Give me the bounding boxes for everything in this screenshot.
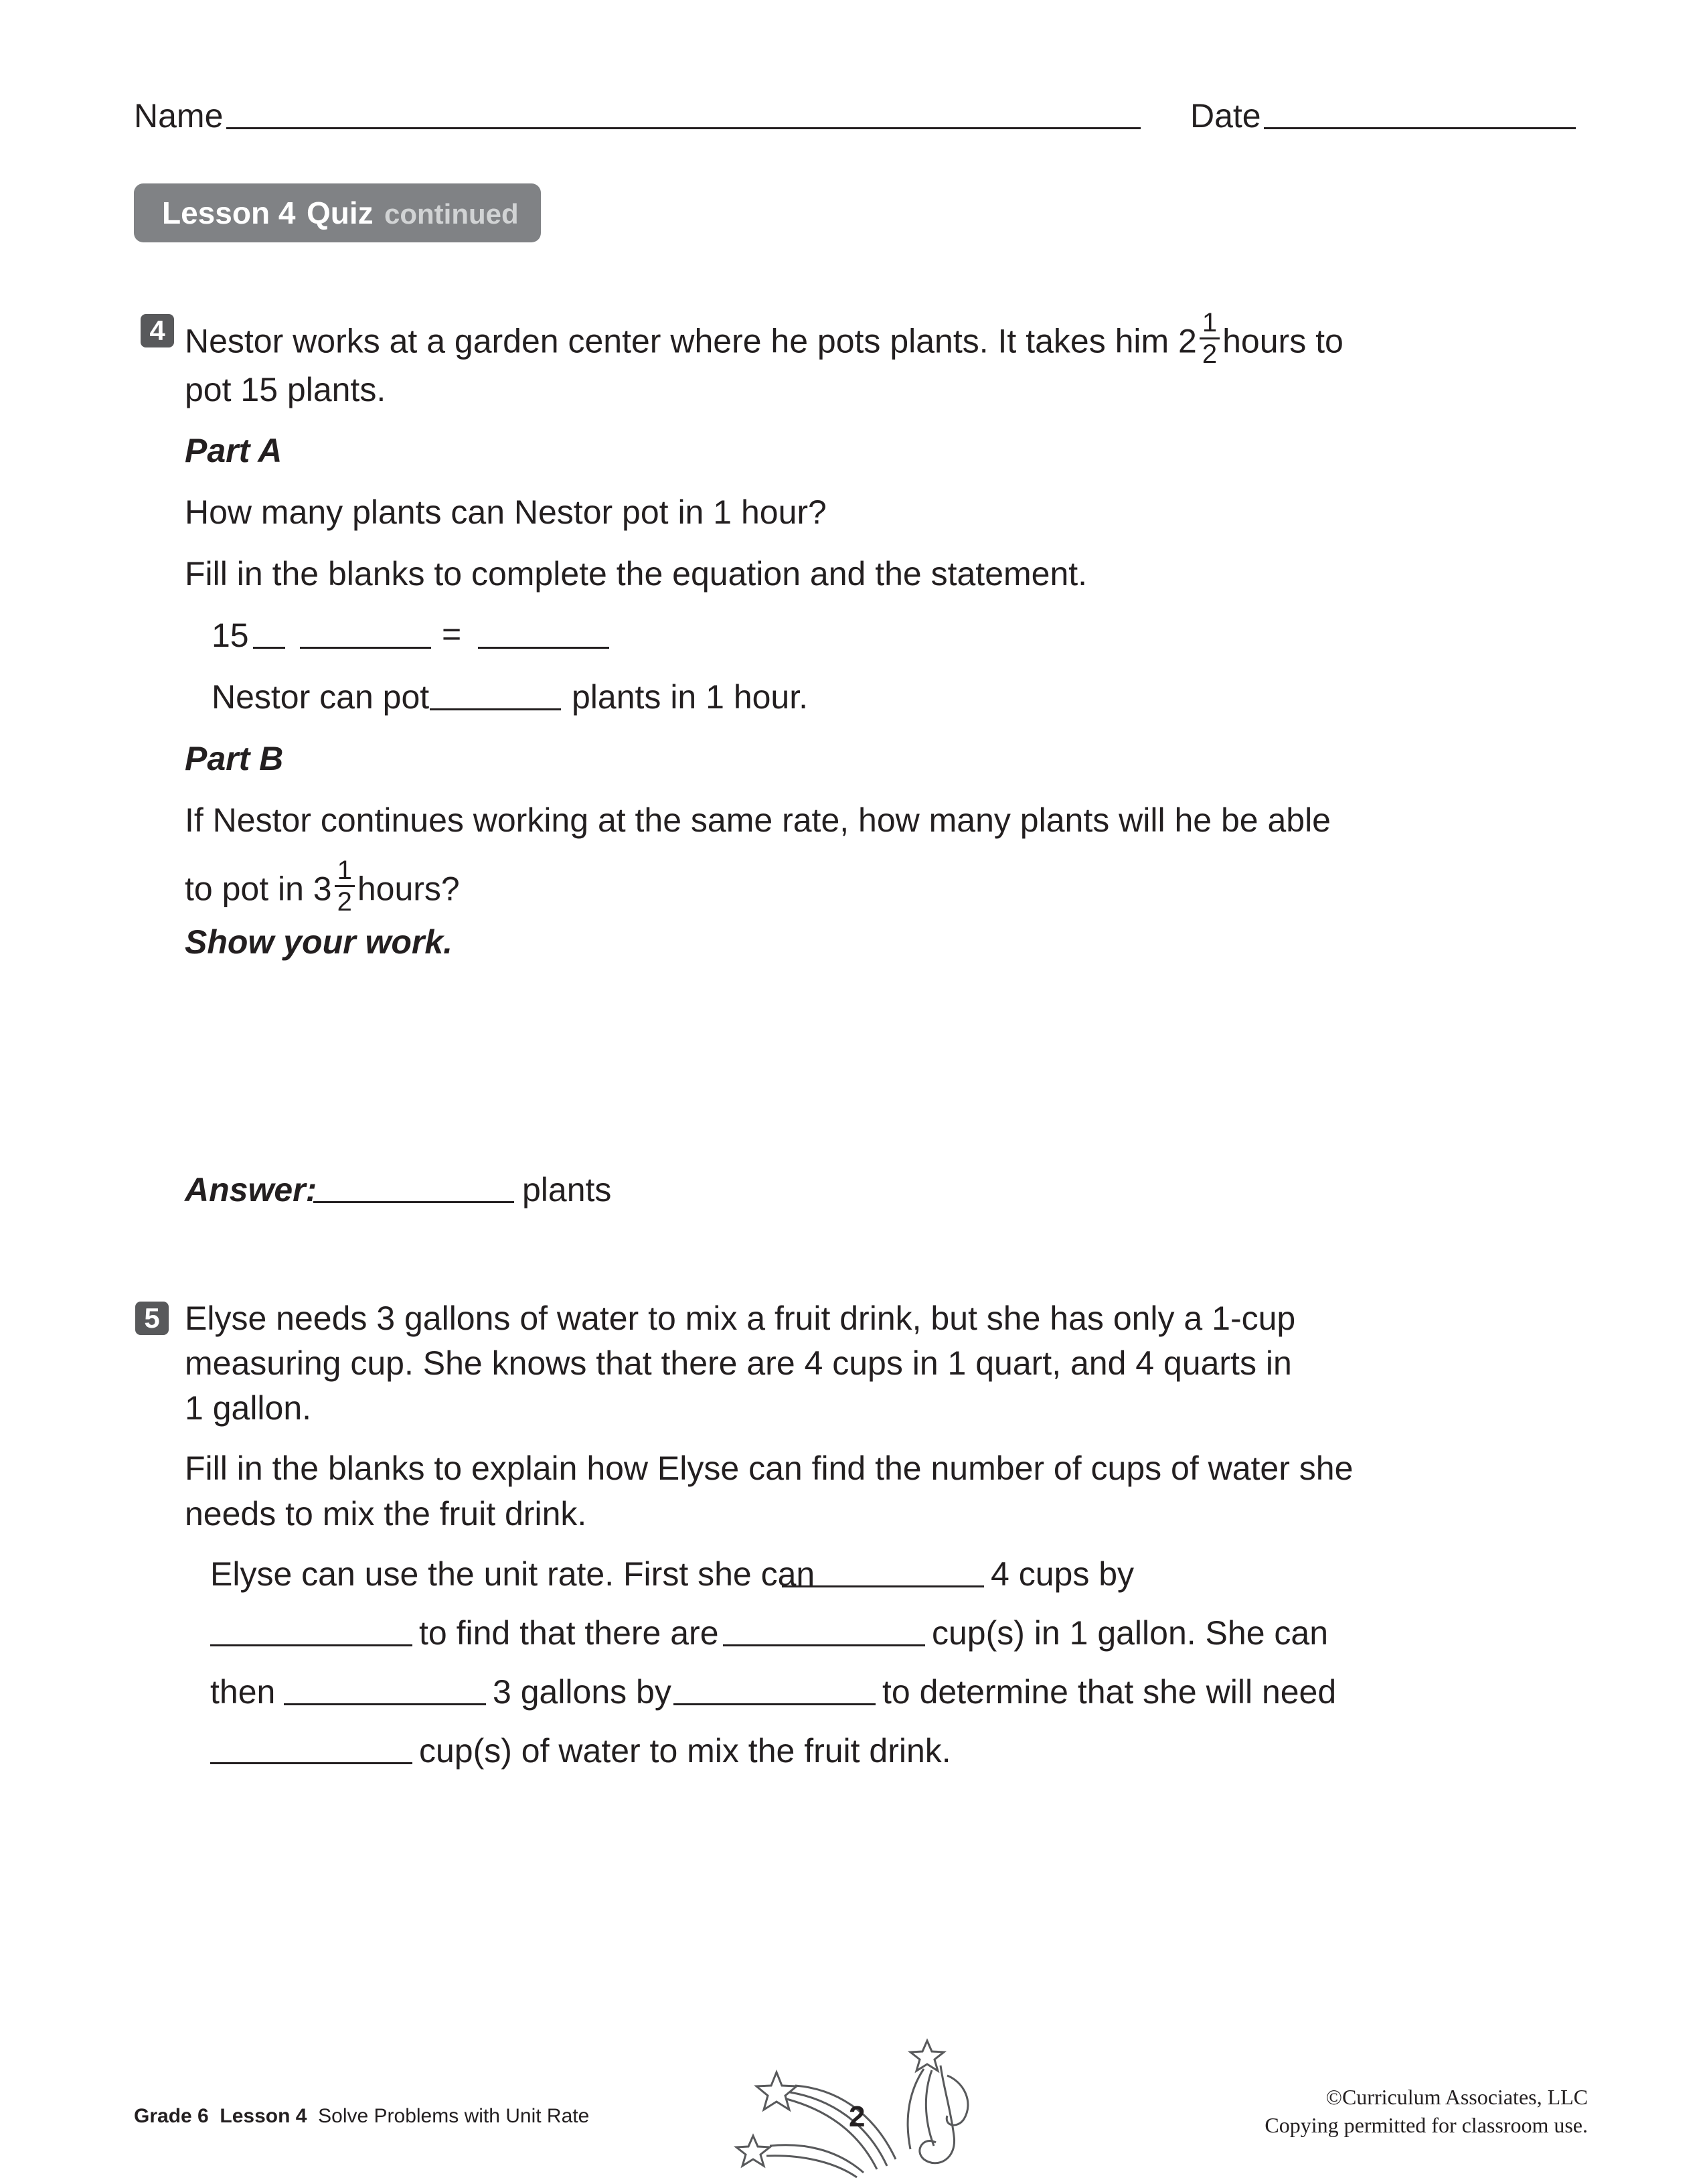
s4-text-a: cup(s) of water to mix the fruit drink. bbox=[419, 1732, 951, 1770]
part-b-fraction-num: 1 bbox=[335, 857, 355, 887]
s2-text-b: cup(s) in 1 gallon. She can bbox=[932, 1614, 1329, 1652]
answer-unit: plants bbox=[522, 1171, 612, 1208]
part-a-instruction: Fill in the blanks to complete the equation and the statement. bbox=[185, 555, 1088, 593]
answer-label: Answer: bbox=[185, 1171, 317, 1208]
plants-per-hour-blank[interactable] bbox=[430, 708, 561, 710]
q5-instruction-line1: Fill in the blanks to explain how Elyse can find the number of cups of water she bbox=[185, 1450, 1354, 1487]
part-b-fraction-den: 2 bbox=[337, 887, 352, 917]
statement-a: Nestor can pot bbox=[212, 678, 430, 716]
equation-operator-blank[interactable] bbox=[253, 647, 285, 649]
part-b-line2b: hours? bbox=[357, 870, 460, 908]
q4-intro-a: Nestor works at a garden center where he pots plants. It takes him 2 bbox=[185, 322, 1197, 360]
q4-fraction bbox=[1200, 309, 1220, 368]
equation-result-blank[interactable] bbox=[478, 647, 609, 649]
part-b-line1: If Nestor continues working at the same rate, how many plants will he be able bbox=[185, 801, 1331, 839]
equation-divisor-blank[interactable] bbox=[300, 647, 431, 649]
footer-course bbox=[134, 2106, 589, 2126]
equation-equals: = bbox=[442, 615, 462, 653]
blank-quarts-count[interactable] bbox=[210, 1644, 412, 1646]
blank-multiplier[interactable] bbox=[673, 1703, 876, 1705]
blank-total-cups[interactable] bbox=[210, 1762, 412, 1764]
blank-operation-1[interactable] bbox=[782, 1585, 984, 1587]
footer-grade: Grade 6 bbox=[134, 2105, 209, 2127]
q5-instruction-line2: needs to mix the fruit drink. bbox=[185, 1495, 587, 1533]
equation-start: 15 bbox=[212, 617, 249, 654]
s2-text-a: to find that there are bbox=[419, 1614, 719, 1652]
footer-permission: Copying permitted for classroom use. bbox=[1265, 2113, 1588, 2137]
lesson-quiz-badge bbox=[134, 183, 541, 242]
blank-cups-per-gallon[interactable] bbox=[723, 1644, 925, 1646]
q4-fraction-num: 1 bbox=[1200, 309, 1220, 339]
footer-title: Solve Problems with Unit Rate bbox=[318, 2105, 590, 2127]
part-a-label: Part A bbox=[185, 432, 282, 469]
q4-fraction-den: 2 bbox=[1202, 339, 1218, 369]
statement-b: plants in 1 hour. bbox=[572, 678, 809, 716]
q5-intro-line3: 1 gallon. bbox=[185, 1389, 312, 1427]
show-work-label: Show your work. bbox=[185, 923, 453, 961]
part-b-line2a: to pot in 3 bbox=[185, 870, 332, 908]
part-b-fraction bbox=[335, 857, 355, 915]
question-4-number: 4 bbox=[141, 314, 174, 347]
badge-quiz: Quiz bbox=[307, 196, 374, 230]
date-field[interactable] bbox=[1264, 127, 1576, 129]
badge-continued: continued bbox=[384, 198, 519, 230]
part-b-line2 bbox=[185, 856, 460, 921]
q4-intro-b: hours to bbox=[1222, 322, 1344, 360]
date-label: Date bbox=[1190, 97, 1261, 135]
blank-operation-2[interactable] bbox=[284, 1703, 486, 1705]
q5-intro-line1: Elyse needs 3 gallons of water to mix a fruit drink, but she has only a 1-cup bbox=[185, 1300, 1296, 1337]
name-label: Name bbox=[134, 97, 224, 135]
footer-copyright: ©Curriculum Associates, LLC bbox=[1325, 2085, 1588, 2109]
q4-intro-line1 bbox=[185, 308, 1344, 373]
work-area[interactable] bbox=[185, 971, 1323, 1152]
name-field[interactable] bbox=[226, 127, 1141, 129]
s1-text-a: Elyse can use the unit rate. First she can bbox=[210, 1555, 815, 1593]
page-number: 2 bbox=[849, 2100, 866, 2133]
badge-lesson: Lesson 4 bbox=[162, 196, 296, 230]
s3-text-a: then bbox=[210, 1673, 276, 1711]
footer-lesson: Lesson 4 bbox=[220, 2105, 307, 2127]
s3-text-c: to determine that she will need bbox=[882, 1673, 1337, 1711]
question-5-number: 5 bbox=[135, 1302, 169, 1335]
q5-intro-line2: measuring cup. She knows that there are 4 cups in 1 quart, and 4 quarts in bbox=[185, 1344, 1292, 1382]
part-a-question: How many plants can Nestor pot in 1 hour? bbox=[185, 493, 827, 531]
s1-text-b: 4 cups by bbox=[991, 1555, 1135, 1593]
s3-text-b: 3 gallons by bbox=[493, 1673, 671, 1711]
q4-intro-line2: pot 15 plants. bbox=[185, 371, 386, 408]
part-b-label: Part B bbox=[185, 740, 284, 777]
answer-blank[interactable] bbox=[313, 1201, 514, 1203]
